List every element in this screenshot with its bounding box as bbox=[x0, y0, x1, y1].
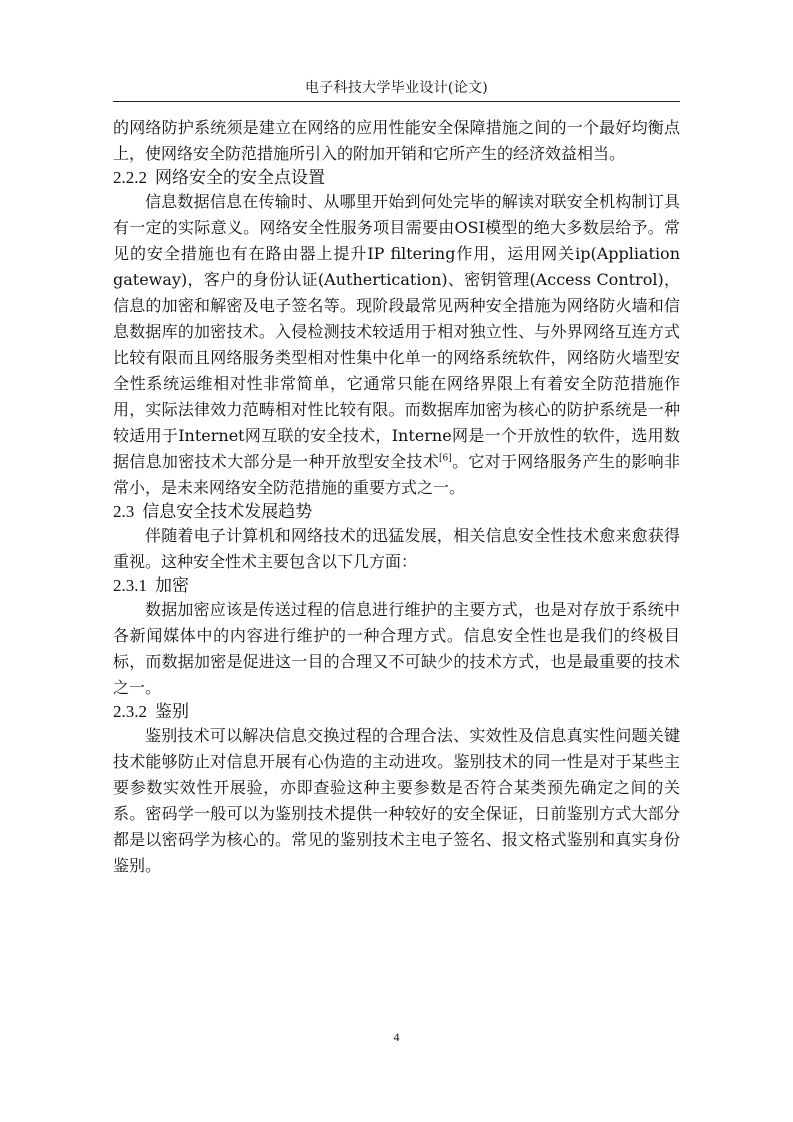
running-header: 电子科技大学毕业设计(论文) bbox=[304, 80, 489, 96]
section-heading-2-3-1 bbox=[113, 575, 680, 597]
section-title: 网络安全的安全点设置 bbox=[155, 168, 325, 188]
section-title: 加密 bbox=[155, 576, 189, 596]
section-heading-2-3-2 bbox=[113, 701, 680, 723]
section-title: 鉴别 bbox=[155, 702, 189, 722]
section-number: 2.3.2 bbox=[113, 702, 147, 721]
intro-paragraph: 的网络防护系统须是建立在网络的应用性能安全保障措施之间的一个最好均衡点上，使网络安全防范措施所引入的附加开销和它所产生的经济效益相当。 bbox=[113, 118, 680, 163]
paragraph-text: 信息数据信息在传输时、从哪里开始到何处完毕的解读对联安全机构制订具有一定的实际意义。网络安全性服务项目需要由OSI模型的绝大多数层给予。常见的安全措施也有在路由器上提升IP filtering作用，运用网关ip(Appliation gateway)，客户的身份认证(Authertication)、密钥管理(Access Control)，信息的加密和解密及电子签名等。现阶段最常见两种安全措施为网络防火墙和信息数据库的加密技术。入侵检测技术较适用于相对独立性、与外界网络互连方式比较有限而且网络服务类型相对性集中化单一的网络系统软件，网络防火墙型安全性系统运维相对性非常简单，它通常只能在网络界限上有着安全防范措施作用，实际法律效力范畴相对性比较有限。而数据库加密为核心的防护系统是一种较适用于Internet网互联的安全技术，Interne网是一个开放性的软件，选用数据信息加密技术大部分是一种开放型安全技术 bbox=[113, 192, 680, 471]
page-number: 4 bbox=[393, 1030, 400, 1044]
paragraph-text-tail: 。它对于网络服务产生的影响非常小，是未来网络安全防范措施的重要方式之一。 bbox=[113, 452, 680, 497]
section-number: 2.3 bbox=[113, 502, 135, 521]
section-heading-2-3 bbox=[113, 501, 680, 523]
header-rule bbox=[113, 101, 680, 102]
section-title: 信息安全技术发展趋势 bbox=[142, 502, 313, 522]
section-number: 2.3.1 bbox=[113, 576, 147, 595]
section-number: 2.2.2 bbox=[113, 168, 147, 187]
citation-marker: [6] bbox=[439, 453, 452, 464]
section-heading-2-2-2 bbox=[113, 167, 680, 189]
section-2-2-2-paragraph bbox=[113, 189, 680, 501]
section-2-3-paragraph: 伴随着电子计算机和网络技术的迅猛发展，相关信息安全性技术愈来愈获得重视。这种安全性术主要包含以下几方面： bbox=[113, 526, 680, 571]
section-2-3-1-paragraph: 数据加密应该是传送过程的信息进行维护的主要方式，也是对存放于系统中各新闻媒体中的内容进行维护的一种合理方式。信息安全性也是我们的终极目标，而数据加密是促进这一目的合理又不可缺少的技术方式，也是最重要的技术之一。 bbox=[113, 600, 680, 697]
body-content bbox=[113, 115, 680, 879]
section-2-3-2-paragraph: 鉴别技术可以解决信息交换过程的合理合法、实效性及信息真实性问题关键技术能够防止对信息开展有心伪造的主动进攻。鉴别技术的同一性是对于某些主要参数实效性开展验，亦即查验这种主要参数是否符合某类预先确定之间的关系。密码学一般可以为鉴别技术提供一种较好的安全保证，日前鉴别方式大部分都是以密码学为核心的。常见的鉴别技术主电子签名、报文格式鉴别和真实身份鉴别。 bbox=[113, 726, 680, 875]
